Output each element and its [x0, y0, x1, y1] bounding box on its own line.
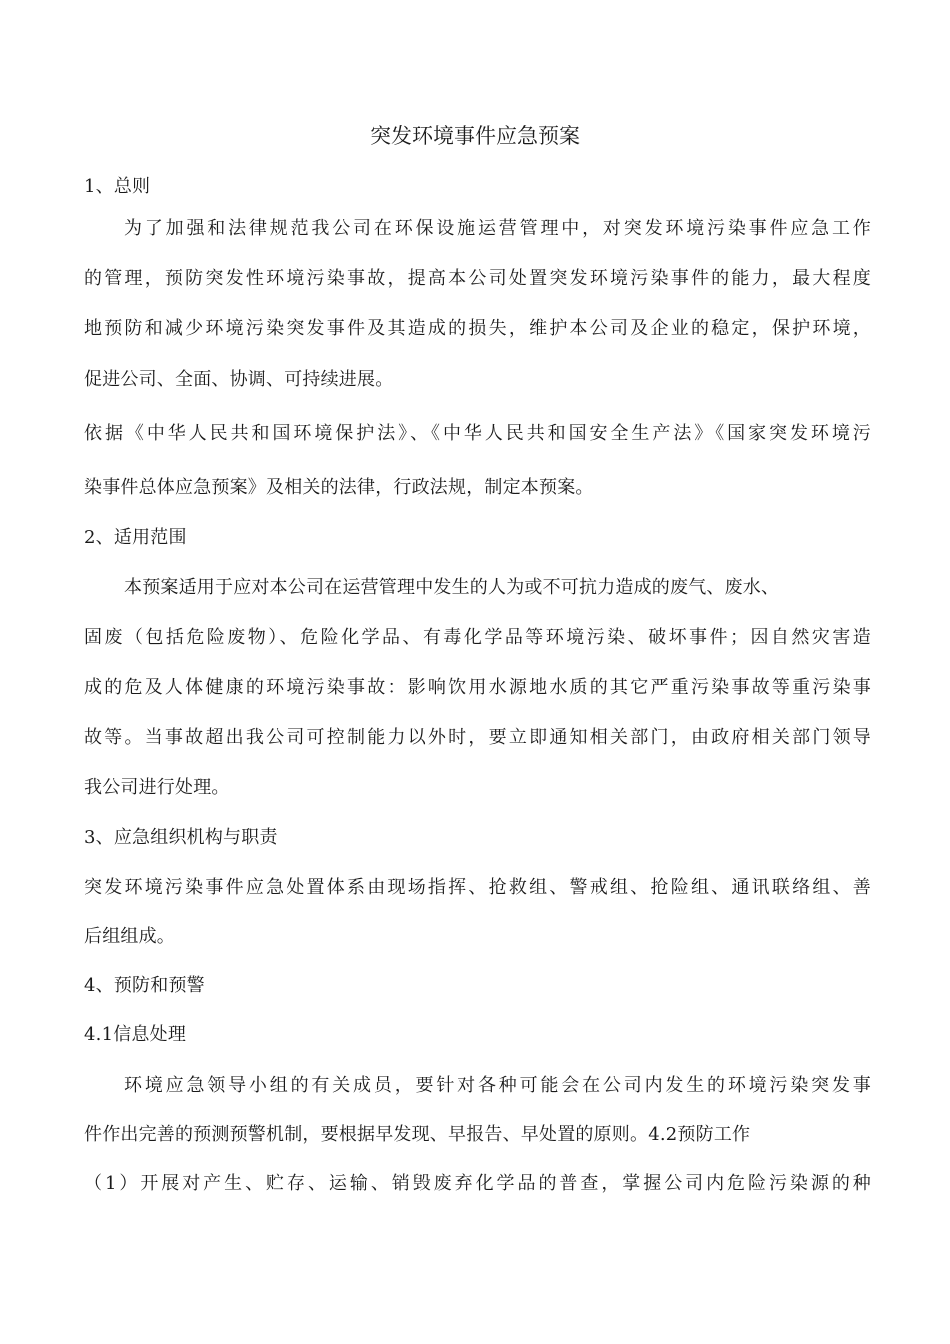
section-heading-scope: 2、适用范围 — [84, 527, 187, 548]
paragraph-line: 故等。当事故超出我公司可控制能力以外时，要立即通知相关部门，由政府相关部门领导 — [84, 727, 871, 748]
paragraph-line: （1）开展对产生、贮存、运输、销毁废弃化学品的普查，掌握公司内危险污染源的种 — [84, 1173, 871, 1194]
paragraph-line: 的管理，预防突发性环境污染事故，提高本公司处置突发环境污染事件的能力，最大程度 — [84, 268, 871, 289]
paragraph-line: 件作出完善的预测预警机制，要根据早发现、早报告、早处置的原则。4.2预防工作 — [84, 1124, 751, 1145]
document-title: 突发环境事件应急预案 — [370, 124, 580, 148]
paragraph-line: 促进公司、全面、协调、可持续进展。 — [84, 369, 394, 390]
paragraph-line: 染事件总体应急预案》及相关的法律，行政法规，制定本预案。 — [84, 477, 594, 498]
paragraph-line: 我公司进行处理。 — [84, 777, 230, 798]
paragraph-line: 固废（包括危险废物）、危险化学品、有毒化学品等环境污染、破坏事件；因自然灾害造 — [84, 627, 871, 648]
paragraph-line: 地预防和减少环境污染突发事件及其造成的损失，维护本公司及企业的稳定，保护环境， — [84, 318, 871, 339]
paragraph-line: 环境应急领导小组的有关成员，要针对各种可能会在公司内发生的环境污染突发事 — [124, 1075, 871, 1096]
section-heading-general: 1、总则 — [84, 176, 151, 197]
paragraph-line: 突发环境污染事件应急处置体系由现场指挥、抢救组、警戒组、抢险组、通讯联络组、善 — [84, 877, 871, 898]
paragraph-line: 成的危及人体健康的环境污染事故：影响饮用水源地水质的其它严重污染事故等重污染事 — [84, 677, 871, 698]
paragraph-line: 依据《中华人民共和国环境保护法》、《中华人民共和国安全生产法》《国家突发环境污 — [84, 423, 871, 444]
paragraph-line: 为了加强和法律规范我公司在环保设施运营管理中，对突发环境污染事件应急工作 — [124, 218, 871, 239]
paragraph-line: 后组组成。 — [84, 926, 175, 947]
section-heading-organization: 3、应急组织机构与职责 — [84, 827, 278, 848]
section-heading-prevention: 4、预防和预警 — [84, 975, 205, 996]
subsection-heading-info: 4.1信息处理 — [84, 1024, 187, 1045]
paragraph-line: 本预案适用于应对本公司在运营管理中发生的人为或不可抗力造成的废气、废水、 — [124, 577, 780, 598]
